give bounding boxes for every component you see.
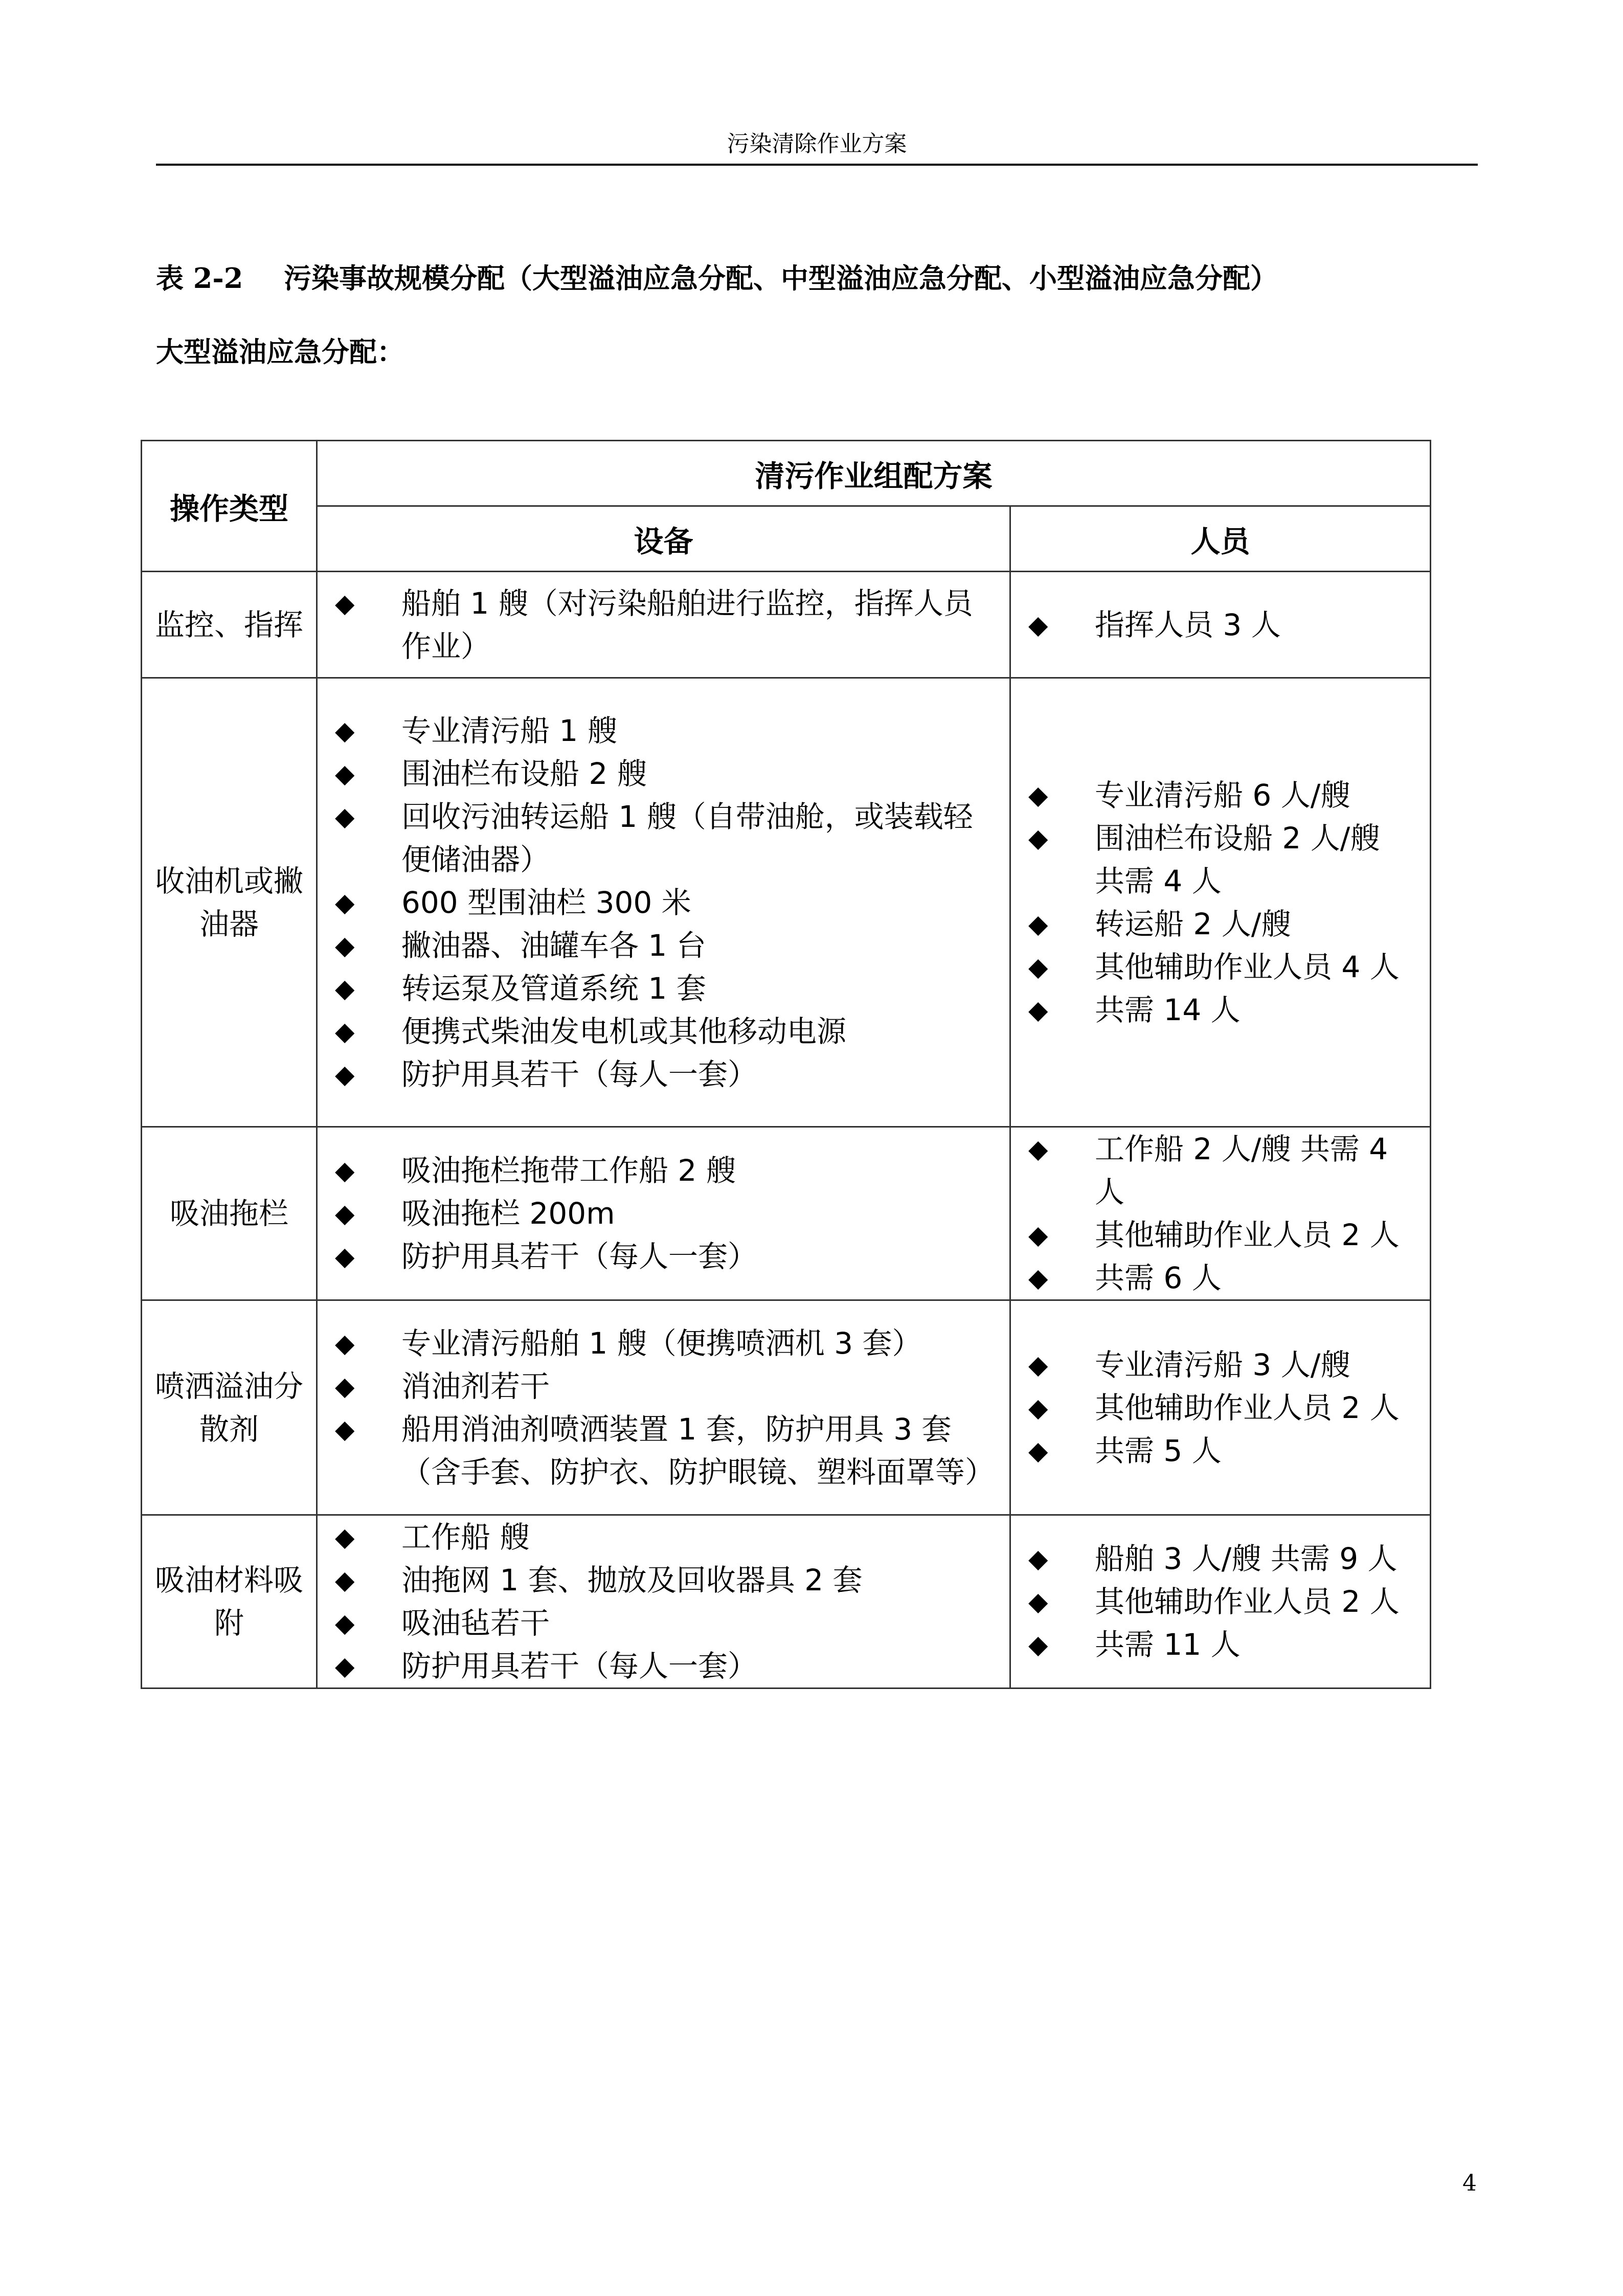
bullet-diamond-icon: ◆	[335, 1156, 355, 1185]
equipment-cell	[317, 1127, 1010, 1300]
bullet-diamond-icon: ◆	[335, 1242, 355, 1271]
list-item: ◆ 吸油拖栏 200m	[335, 1192, 997, 1235]
table-caption	[156, 259, 1278, 298]
list-item: ◆ 共需 5 人	[1028, 1429, 1417, 1472]
list-item: ◆ 其他辅助作业人员 2 人	[1028, 1213, 1417, 1256]
bullet-diamond-icon: ◆	[1028, 780, 1048, 810]
list-item: ◆ 转运船 2 人/艘	[1028, 903, 1417, 946]
table-row	[142, 1300, 1431, 1515]
bullet-diamond-icon: ◆	[1028, 1630, 1048, 1659]
operation-cell: 喷洒溢油分散剂	[142, 1300, 317, 1515]
bullet-diamond-icon: ◆	[335, 1414, 355, 1444]
bullet-diamond-icon: ◆	[1028, 1263, 1048, 1293]
list-item: ◆ 防护用具若干（每人一套）	[335, 1645, 997, 1687]
bullet-diamond-icon: ◆	[335, 801, 355, 831]
list-item: ◆ 撇油器、油罐车各 1 台	[335, 924, 997, 967]
bullet-diamond-icon: ◆	[335, 1059, 355, 1089]
list-item: ◆ 专业清污船 1 艘	[335, 709, 997, 752]
bullet-diamond-icon: ◆	[1028, 1134, 1048, 1164]
bullet-diamond-icon: ◆	[335, 1328, 355, 1358]
bullet-diamond-icon: ◆	[335, 973, 355, 1003]
allocation-table	[141, 440, 1431, 1689]
bullet-diamond-icon: ◆	[335, 715, 355, 746]
list-item: ◆ 船用消油剂喷洒装置 1 套，防护用具 3 套（含手套、防护衣、防护眼镜、塑料面罩等）	[335, 1408, 997, 1494]
page-header-title: 污染清除作业方案	[727, 131, 907, 157]
personnel-cell	[1010, 1515, 1431, 1689]
list-item: ◆ 围油栏布设船 2 人/艘 共需 4 人	[1028, 817, 1417, 903]
personnel-cell	[1010, 1300, 1431, 1515]
bullet-diamond-icon: ◆	[335, 1371, 355, 1401]
bullet-diamond-icon: ◆	[1028, 1349, 1048, 1380]
list-item: ◆ 其他辅助作业人员 4 人	[1028, 946, 1417, 988]
list-item: ◆ 其他辅助作业人员 2 人	[1028, 1580, 1417, 1623]
bullet-diamond-icon: ◆	[335, 1016, 355, 1046]
equipment-cell	[317, 678, 1010, 1127]
list-item: ◆ 转运泵及管道系统 1 套	[335, 967, 997, 1010]
list-item: ◆ 船舶 3 人/艘 共需 9 人	[1028, 1537, 1417, 1580]
list-item: ◆ 船舶 1 艘（对污染船舶进行监控，指挥人员作业）	[335, 582, 997, 668]
list-item: ◆ 工作船 2 人/艘 共需 4 人	[1028, 1128, 1417, 1213]
bullet-diamond-icon: ◆	[1028, 1435, 1048, 1466]
list-item: ◆ 围油栏布设船 2 艘	[335, 752, 997, 795]
list-item: ◆ 专业清污船舶 1 艘（便携喷洒机 3 套）	[335, 1322, 997, 1365]
header-plan: 清污作业组配方案	[317, 441, 1431, 506]
header-personnel: 人员	[1010, 506, 1431, 572]
header-equipment: 设备	[317, 506, 1010, 572]
list-item: ◆ 共需 6 人	[1028, 1256, 1417, 1299]
list-item: ◆ 消油剂若干	[335, 1365, 997, 1408]
bullet-diamond-icon: ◆	[1028, 823, 1048, 853]
section-subtitle: 大型溢油应急分配：	[156, 335, 404, 368]
bullet-diamond-icon: ◆	[1028, 1392, 1048, 1423]
bullet-diamond-icon: ◆	[1028, 1544, 1048, 1573]
list-item: ◆ 其他辅助作业人员 2 人	[1028, 1386, 1417, 1429]
equipment-cell	[317, 1300, 1010, 1515]
bullet-diamond-icon: ◆	[335, 588, 355, 618]
list-item: ◆ 便携式柴油发电机或其他移动电源	[335, 1010, 997, 1053]
bullet-diamond-icon: ◆	[335, 1199, 355, 1228]
list-item: ◆ 工作船 艘	[335, 1516, 997, 1559]
operation-cell: 收油机或撇油器	[142, 678, 317, 1127]
list-item: ◆ 共需 14 人	[1028, 988, 1417, 1031]
list-item: ◆ 油拖网 1 套、抛放及回收器具 2 套	[335, 1559, 997, 1602]
bullet-diamond-icon: ◆	[1028, 995, 1048, 1025]
bullet-diamond-icon: ◆	[335, 758, 355, 789]
bullet-diamond-icon: ◆	[1028, 909, 1048, 939]
bullet-diamond-icon: ◆	[335, 1651, 355, 1681]
table-row	[142, 1127, 1431, 1300]
list-item: ◆ 指挥人员 3 人	[1028, 603, 1417, 646]
list-item: ◆ 共需 11 人	[1028, 1623, 1417, 1666]
operation-cell: 监控、指挥	[142, 572, 317, 678]
bullet-diamond-icon: ◆	[1028, 610, 1048, 640]
bullet-diamond-icon: ◆	[335, 1565, 355, 1595]
bullet-diamond-icon: ◆	[1028, 952, 1048, 982]
bullet-diamond-icon: ◆	[335, 1522, 355, 1552]
bullet-diamond-icon: ◆	[1028, 1587, 1048, 1616]
personnel-cell	[1010, 678, 1431, 1127]
personnel-cell	[1010, 1127, 1431, 1300]
header-operation-type: 操作类型	[142, 441, 317, 572]
table-number: 表 2-2	[156, 262, 243, 295]
operation-cell: 吸油拖栏	[142, 1127, 317, 1300]
list-item: ◆ 专业清污船 6 人/艘	[1028, 774, 1417, 817]
bullet-diamond-icon: ◆	[335, 887, 355, 917]
bullet-diamond-icon: ◆	[335, 930, 355, 960]
list-item: ◆ 吸油毡若干	[335, 1602, 997, 1645]
equipment-cell	[317, 572, 1010, 678]
list-item: ◆ 回收污油转运船 1 艘（自带油舱，或装载轻便储油器）	[335, 795, 997, 881]
list-item: ◆ 防护用具若干（每人一套）	[335, 1053, 997, 1096]
list-item: ◆ 专业清污船 3 人/艘	[1028, 1343, 1417, 1386]
personnel-cell	[1010, 572, 1431, 678]
bullet-diamond-icon: ◆	[335, 1608, 355, 1638]
header-divider	[156, 164, 1478, 166]
equipment-cell	[317, 1515, 1010, 1689]
list-item: ◆ 600 型围油栏 300 米	[335, 881, 997, 924]
table-row	[142, 572, 1431, 678]
table-caption-text: 污染事故规模分配（大型溢油应急分配、中型溢油应急分配、小型溢油应急分配）	[284, 262, 1278, 295]
table-row	[142, 1515, 1431, 1689]
page-number: 4	[1462, 2170, 1477, 2196]
list-item: ◆ 防护用具若干（每人一套）	[335, 1235, 997, 1278]
list-item: ◆ 吸油拖栏拖带工作船 2 艘	[335, 1149, 997, 1192]
operation-cell: 吸油材料吸附	[142, 1515, 317, 1689]
table-row	[142, 678, 1431, 1127]
bullet-diamond-icon: ◆	[1028, 1220, 1048, 1250]
